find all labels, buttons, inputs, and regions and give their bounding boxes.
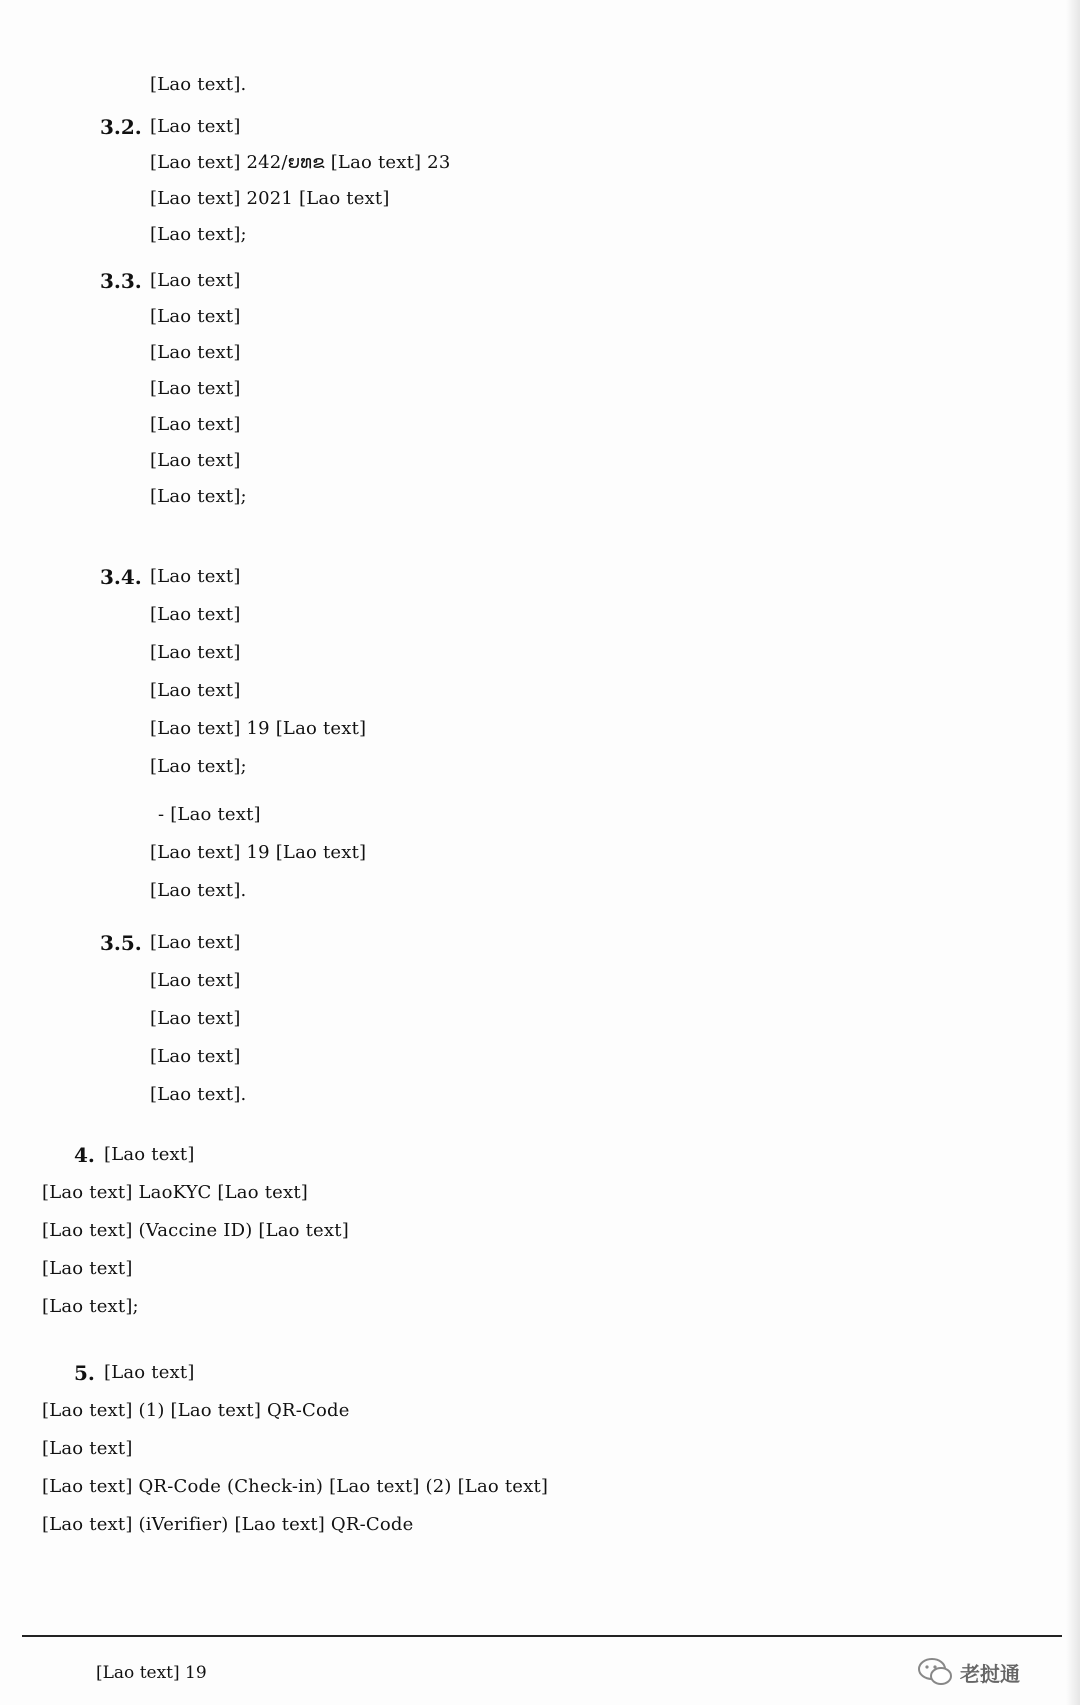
section-number: 3.3. [100, 269, 142, 293]
paragraph-line: [Lao text] (Vaccine ID) [Lao text] [42, 1220, 349, 1241]
paragraph-line: [Lao text] [150, 378, 241, 399]
paragraph-line: [Lao text] (iVerifier) [Lao text] QR-Code [42, 1514, 414, 1535]
paragraph-line: [Lao text] [150, 342, 241, 363]
section-number: 3.4. [100, 565, 142, 589]
paragraph-line: [Lao text] [150, 970, 241, 991]
paragraph-line: [Lao text] [150, 1008, 241, 1029]
paragraph-line: [Lao text] [104, 1362, 195, 1383]
paragraph-line: [Lao text] 19 [Lao text] [150, 842, 367, 863]
paragraph-line: [Lao text] [150, 932, 241, 953]
paragraph-line: [Lao text]. [150, 1084, 247, 1105]
paragraph-line: [Lao text] [150, 642, 241, 663]
paragraph-line: [Lao text] [42, 1258, 133, 1279]
paragraph-line: [Lao text] [150, 414, 241, 435]
section-number: 4. [74, 1143, 95, 1167]
page-edge-shadow [1066, 0, 1080, 1705]
footer-text: [Lao text] 19 [96, 1663, 207, 1683]
paragraph-line: [Lao text]. [150, 880, 247, 901]
section-number: 3.5. [100, 931, 142, 955]
paragraph-line: [Lao text] [150, 566, 241, 587]
paragraph-line: [Lao text] 242/ຍທຂ [Lao text] 23 [150, 152, 451, 173]
paragraph-line: [Lao text] [150, 604, 241, 625]
paragraph-line: [Lao text] [150, 270, 241, 291]
paragraph-line: [Lao text]; [42, 1296, 139, 1317]
paragraph-line: [Lao text]; [150, 224, 247, 245]
footer-rule [22, 1635, 1062, 1637]
paragraph-line: [Lao text] QR-Code (Check-in) [Lao text] (2) [Lao text] [42, 1476, 549, 1497]
paragraph-line: [Lao text] [150, 680, 241, 701]
paragraph-line: [Lao text] [150, 450, 241, 471]
section-number: 3.2. [100, 115, 142, 139]
paragraph-line: [Lao text]; [150, 486, 247, 507]
paragraph-line: [Lao text]. [150, 74, 247, 95]
watermark-text: 老挝通 [960, 1662, 1020, 1686]
paragraph-line: [Lao text] [42, 1438, 133, 1459]
paragraph-line: [Lao text] LaoKYC [Lao text] [42, 1182, 308, 1203]
paragraph-line: [Lao text] 19 [Lao text] [150, 718, 367, 739]
section-number: 5. [74, 1361, 95, 1385]
paragraph-line: [Lao text] (1) [Lao text] QR-Code [42, 1400, 350, 1421]
paragraph-line: [Lao text] [150, 116, 241, 137]
watermark [916, 1652, 1056, 1692]
paragraph-line: [Lao text] [150, 1046, 241, 1067]
bullet-line: - [Lao text] [158, 804, 261, 825]
paragraph-line: [Lao text] [104, 1144, 195, 1165]
wechat-icon [916, 1652, 956, 1692]
paragraph-line: [Lao text]; [150, 756, 247, 777]
paragraph-line: [Lao text] 2021 [Lao text] [150, 188, 390, 209]
paragraph-line: [Lao text] [150, 306, 241, 327]
